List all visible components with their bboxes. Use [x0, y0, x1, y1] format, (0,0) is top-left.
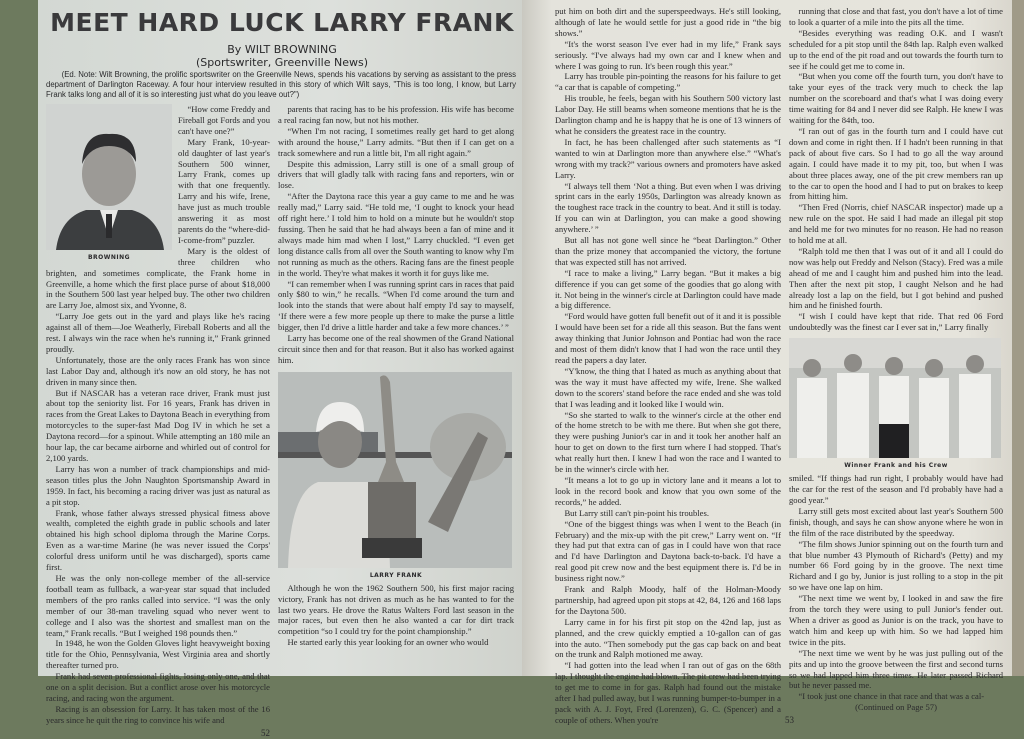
paragraph: But if NASCAR has a veteran race driver, Frank must just about top the seniority list. For 16 years, Frank has driven in races from the Great Lakes to Daytona Beach in everything from motorcycles to the super-fast Mad Dog IV in which he set a Daytona record—for a spinout. While attempting an 180 mile an hour lap, the car became airborne and whirled out of control for 2,100 yards.: [46, 387, 270, 463]
paragraph: “Larry Joe gets out in the yard and plays like he's racing against all of them—Joe Weatherly, Fireball Roberts and all the rest. I always win the race when he's running it,” Frank grinned proudly.: [46, 311, 270, 354]
author-photo: [46, 104, 172, 250]
author-affiliation: (Sportswriter, Greenville News): [196, 56, 368, 69]
paragraph: Larry still gets most excited about last year's Southern 500 finish, though, and says he can show anyone where he won in the film of the race distributed by the speedway.: [789, 505, 1003, 538]
page-edge: [1012, 0, 1024, 676]
paragraph: “How come Freddy and Fireball got Fords and you can't have one?”: [178, 104, 270, 136]
paragraph: “I race to make a living,” Larry began. “But it makes a big difference if you can get some of the goodies that go along with it. Not being in the winner's circle at Darlington could have made a big difference.: [555, 267, 781, 311]
paragraph-part: in the Southern 500 last year helped buy. The other two children are Larry Joe, almost six, and Yvonne, 8.: [46, 289, 270, 311]
paragraph: He was the only non-college member of the all-service football team as fullback, a war-year star squad that included members of the pro ranks called into service. “I was the only member of our 38-man traveling squad who never went to college and I also was the shortest and smallest man on the team,” Frank recalls. “But I weighed 198 pounds then.”: [46, 572, 270, 638]
paragraph: In 1948, he won the Golden Gloves light heavyweight boxing title for the Ohio, Pennsylvania, West Virginia area and shortly thereafter turned pro.: [46, 638, 270, 671]
paragraph: Despite this admission, Larry still is one of a small group of drivers that will gladly talk with racing fans and reporters, win or lose.: [278, 158, 514, 191]
paragraph: “I can remember when I was running sprint cars in races that paid only $80 to win,” he recalls. “When I'd come around the turn and look into the stands that were about half empty I'd say to mayself, ‘If there were a few more people up there to make the purse a little bigger, then I'd drive a little harder and take a few more chances.’ ”: [278, 278, 514, 333]
paragraph: But all has not gone well since he “beat Darlington.” Other than the prize money that accompanied the victory, the fortune that was expected still has not arrived.: [555, 235, 781, 267]
paragraph: Racing is an obsession for Larry. It has taken most of the 16 years since he quit the ring to convince his wife and: [46, 703, 270, 725]
paragraph: He started early this year looking for an owner who would: [287, 637, 489, 648]
paragraph: “Besides everything was reading O.K. and I wasn't scheduled for a pit stop until the 84th lap. Ralph even walked up to the end of the pit road and out towards the fourth turn to see if he could get me to come in.: [789, 27, 1003, 71]
paragraph: Unfortunately, those are the only races Frank has won since last Labor Day and, although it's now an old story, he has not driven in many since then.: [46, 354, 270, 387]
paragraph: “I ran out of gas in the fourth turn and I could have cut down and come in right then. If I hadn't been running in that pack of about five cars. So I had to go all the way around again. I could have made it to my pit, too, but when I was about three places away, one of the pit crew members ran up to the car to open the hood and I had to put on brakes to keep from hitting him.: [789, 125, 1003, 202]
paragraph: “After the Daytona race this year a guy came to me and he was really mad,” Larry said. “He told me, ‘I ought to knock your head off right here.’ I told him to hold on a minute but he wouldn't stop fussing. Then he said that he had always been a fan of mine and it always made him mad when I lost,” Larry chuckled. “I even get long distance calls from all over the South wanting to know why I'm not running as much as the others. Racing fans are the finest people in the world. They're what makes it worth it for guys like me.: [278, 191, 514, 278]
driver-trophy-image: [278, 372, 512, 568]
paragraph: Although he won the 1962 Southern 500, his first major racing victory, Frank has not driven as much as he has wanted to for the last two years. He drove the Ratus Walters Ford last season in the major races, but even then he also wanted a car for dirt track competition “so I could try for the point championship.”: [278, 582, 514, 637]
paragraph: “I took just one chance in that race and that was a cal-: [798, 691, 985, 702]
paragraph: “Y'know, the thing that I hated as much as anything about that was the way it must have affected my wife, Irene. She walked down to the scorers' stand before the race ended and she was told that I was leading and it looked like I would win.: [555, 365, 781, 409]
paragraph: Frank had seven professional fights, losing only one, and that one on a split decision. But a conflict arose over his motorcycle racing, and racing won the argument.: [46, 671, 270, 703]
paragraph: “Ford would have gotten full benefit out of it and it is possible I would have been set for a ride all this season. But the fans went away thinking that Junior Johnson and Pontiac had won the race and most of them didn't know that I had won the race until they read the papers a day later.: [555, 311, 781, 365]
editor-note: (Ed. Note: Wilt Browning, the prolific sportswriter on the Greenville News, spends his vacations by serving as assistant to the press department of Darlington Raceway. A four hour interview resulted in this story of which Wilt says, "This is too long, I know, but Larry Frank talks long and all of it is so interesting just what do you leave out?"): [46, 70, 516, 99]
paragraph: “I always tell them ‘Not a thing. But even when I was driving sprint cars in the early 1950s, Darlington was already known as the toughest race track in the country to beat. And it still is today. If you can win at Darlington, you can make a good showing anywhere.’ ”: [555, 180, 781, 235]
author-photo-caption: BROWNING: [87, 254, 131, 261]
paragraph-part: Mary is the oldest of three children who brighten, and sometimes complicate, the Frank home in Greenville, a home which the first place purse of about $18,000: [46, 245, 270, 289]
crew-image: [789, 338, 1001, 458]
column-left: [46, 104, 270, 739]
paragraph: put him on both dirt and the superspeedways. He's still looking, although of late he would settle for just a good ride in “the big shows.”: [555, 6, 781, 38]
paragraph: “It's the worst season I've ever had in my life,” Frank says seriously. “I've always had my own car and I knew when and where I was going to run. It's been rough this year.”: [555, 38, 781, 71]
paragraph: “Ralph told me then that I was out of it and all I could do now was help out Freddy and Nelson (Stacy). Fred was a mile ahead of me and I caught him and pushed him into the lead. Then after the next pit stop, I caught Nelson and he had already lost a lap on the field, but I got behind and pushed him and he finished fourth.: [789, 245, 1003, 311]
column-middle-text: [278, 104, 514, 366]
paragraph: smiled. “If things had run right, I probably would have had the car for the rest of the season and I'd probably have had a good year.”: [789, 473, 1003, 505]
column-right-2-text: [789, 6, 1003, 333]
paragraph: Larry has become one of the real showmen of the Grand National circuit since then and for that reason. But it also has worked against him.: [278, 333, 514, 365]
crew-photo-caption: Winner Frank and his Crew: [844, 462, 948, 470]
paragraph: “I wish I could have kept that ride. That red 06 Ford undoubtedly was the finest car I ever sat in,” Larry finally: [789, 311, 1003, 333]
paragraph: “The film shows Junior spinning out on the fourth turn and that blue number 43 Plymouth of Richard's (Petty) and my number 66 Ford going by in the groove. The next time Richard and I go by, Junior is just rolling to a stop in the pit so we have one lap on him.: [789, 538, 1003, 593]
paragraph: “When I'm not racing, I sometimes really get hard to get along with around the house,” Larry admits. “But then if I can get on a track somewhere and run a little bit, I'm all right again.”: [278, 125, 514, 158]
paragraph: His trouble, he feels, began with his Southern 500 victory last Labor Day. He still beams when someone mentions that he is the Darlington champ and he is happy that he is one of 13 winners of what he considers the greatest race in the country.: [555, 93, 781, 136]
crew-photo: [789, 338, 1001, 458]
paragraph: “One of the biggest things was when I went to the Beach (in February) and the mix-up with the pit crew,” Larry went on. “If they had put that extra can of gas in I could have won that race and I'd have Darlington and Daytona back-to-back. I'd have a real good pit crew now and the best equipment there is. I'd be in business right now.”: [555, 518, 781, 584]
paragraph: “But when you come off the fourth turn, you don't have to take your eyes of the track very much to check the lap number on the scoreboard and that's what I was doing every time waiting for 84 and I never did see Ralph. He knew I was waiting for the 84th, too.: [789, 71, 1003, 126]
page-number-left: 52: [261, 727, 270, 738]
paragraph: Frank and Ralph Moody, half of the Holman-Moody partnership, had agreed upon pit stops at 42, 84, 126 and 168 laps for the Daytona 500.: [555, 584, 781, 616]
continued-note: (Continued on Page 57): [855, 702, 937, 713]
article-title: MEET HARD LUCK LARRY FRANK: [50, 8, 514, 37]
column-right-2: [785, 6, 1003, 726]
paragraph: “It means a lot to go up in victory lane and it means a lot to look in the record book and know that you own some of the records,” he added.: [555, 474, 781, 507]
paragraph: “The next time we went by, I looked in and saw the fire from the torch they were using to pull Junior's fender out. When a driver as good as Junior is on the track, you have to watch him and keep up with him. So we had lapped him twice in the pits.: [789, 593, 1003, 647]
byline: By WILT BROWNING: [227, 43, 337, 56]
portrait-image: [46, 104, 172, 250]
paragraph: Larry came in for his first pit stop on the 42nd lap, just as planned, and the crew quickly emptied a 10-gallon can of gas into the auto. “Then somebody put the gas cap back on and beat on the trunk and Ralph motioned me away.: [555, 616, 781, 660]
paragraph: parents that racing has to be his profession. His wife has become a real racing fan now, but not his mother.: [278, 104, 514, 125]
paragraph: Larry has won a number of track championships and mid-season titles plus the John Naughton Sportsmanship Award in 1959. In fact, his becoming a racing driver was just as natural as a pit stop.: [46, 463, 270, 507]
page-number-right: 53: [785, 715, 794, 726]
author-photo-block: [46, 104, 172, 265]
paragraph: In fact, he has been challenged after such statements as “I wanted to win at Darlington more than anywhere else.” “What's wrong with my track?” various owners and promoters have asked Larry.: [555, 136, 781, 180]
paragraph: But Larry still can't pin-point his troubles.: [564, 507, 709, 518]
driver-photo-caption: LARRY FRANK: [369, 571, 423, 579]
column-middle-bottom: [278, 583, 514, 648]
driver-photo: [278, 372, 512, 568]
paragraph: “The next time we went by he was just pulling out of the pits and up into the groove between the first and second turns so we had lapped him three times. He later passed Richard but he never passed me.: [789, 647, 1003, 691]
paragraph: “So she started to walk to the winner's circle at the other end of the home stretch to be with me there. But when she got there, they were pushing Junior's car in and it took her another half an hour to get on down to the first turn where I had stopped. That's what really hurt then. I knew I had won the race and I wanted to be in the winner's circle with her.: [555, 409, 781, 475]
paragraph: Larry has trouble pin-pointing the reasons for his failure to get “a car that is capable of competing.”: [555, 71, 781, 93]
paragraph: “I had gotten into the lead when I ran out of gas on the 68th lap. I thought the engine had blown. The pit crew had been trying to get me to come in for gas. Ralph had found out the mistake after I had pulled away, but I was running bumper-to-bumper in a pack with A. J. Foyt, Fred (Lorenzen), G. C. (Spencer) and a couple of others. When you're: [555, 660, 781, 725]
paragraph: Mary Frank, 10-year-old daughter of last year's Southern 500 winner, Larry Frank, comes up with that one frequently. Larry and his wife, Irene, have just as much trouble answering it as most parents do the “where-did-I-come-from” puzzler.: [178, 136, 270, 245]
column-right-2-bottom: [789, 473, 1003, 713]
paragraph: “Then Fred (Norris, chief NASCAR inspector) made up a new rule on the spot. He said I had made an illegal pit stop and held me for two minutes for no reason. He had no reason to hold me at all.: [789, 202, 1003, 246]
paragraph: Frank, whose father always stressed physical fitness above wealth, completed the eighth grade in public schools and later obtained his high school diploma through the Marine Corps. Even as a war-time Marine (he was never issued the Corps' colorful dress uniform until he was discharged), sports came first.: [46, 507, 270, 573]
column-middle: [278, 104, 514, 648]
paragraph: running that close and that fast, you don't have a lot of time to look a quarter of a mile into the pits all the time.: [789, 6, 1003, 27]
column-right-1: [555, 6, 781, 726]
